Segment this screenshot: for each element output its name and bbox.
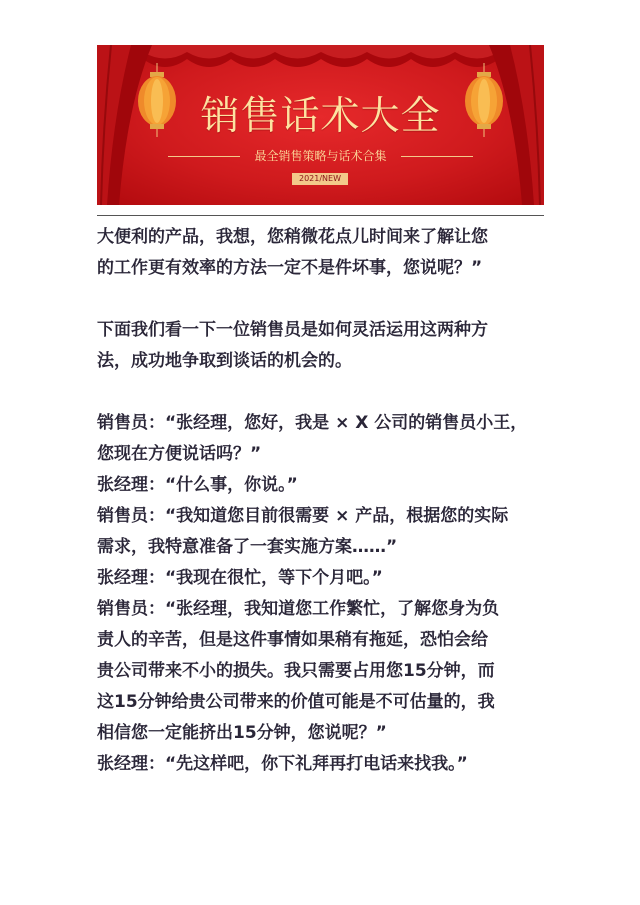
- header-divider: [97, 215, 544, 216]
- article-body: [97, 222, 557, 780]
- dialogue-line: 销售员：“张经理，您好，我是 × X 公司的销售员小王，: [97, 413, 528, 433]
- text-line: 的工作更有效率的方法一定不是件坏事，您说呢？”: [97, 258, 483, 278]
- subtitle-rule-right: [401, 156, 473, 157]
- text-line: 下面我们看一下一位销售员是如何灵活运用这两种方: [97, 320, 488, 340]
- dialogue-line: 您现在方便说话吗？”: [97, 444, 262, 464]
- dialogue-line: 张经理：“我现在很忙，等下个月吧。”: [97, 568, 383, 588]
- paragraph-gap: [97, 284, 557, 315]
- dialogue-line: 贵公司带来不小的损失。我只需要占用您15分钟，而: [97, 661, 495, 681]
- dialogue-line: 张经理：“先这样吧，你下礼拜再打电话来找我。”: [97, 754, 468, 774]
- dialogue-line: 责人的辛苦，但是这件事情如果稍有拖延，恐怕会给: [97, 630, 488, 650]
- text-line: 法，成功地争取到谈话的机会的。: [97, 351, 352, 371]
- dialogue-line: 需求，我特意准备了一套实施方案……”: [97, 537, 398, 557]
- text-line: 大便利的产品，我想，您稍微花点儿时间来了解让您: [97, 227, 488, 247]
- dialogue-line: 张经理：“什么事，你说。”: [97, 475, 298, 495]
- header-banner: [97, 45, 544, 205]
- banner-title: 销售话术大全: [200, 94, 441, 139]
- dialogue-line: 销售员：“张经理，我知道您工作繁忙，了解您身为负: [97, 599, 500, 619]
- banner-year-tag: 2021/NEW: [292, 173, 348, 185]
- banner-subtitle: 最全销售策略与话术合集: [254, 149, 387, 163]
- paragraph-gap: [97, 377, 557, 408]
- dialogue-line: 相信您一定能挤出15分钟，您说呢？”: [97, 723, 387, 743]
- dialogue-line: 这15分钟给贵公司带来的价值可能是不可估量的，我: [97, 692, 495, 712]
- dialogue-line: 销售员：“我知道您目前很需要 × 产品，根据您的实际: [97, 506, 509, 526]
- subtitle-rule-left: [168, 156, 240, 157]
- banner-subtitle-row: [97, 148, 544, 164]
